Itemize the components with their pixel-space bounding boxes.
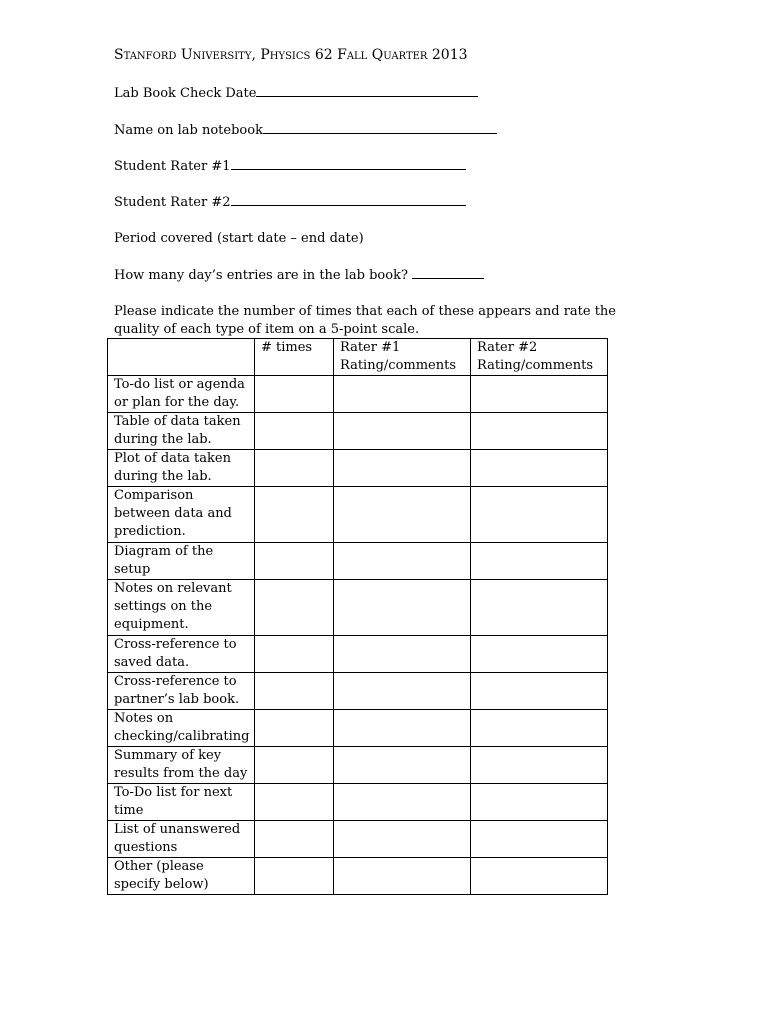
row-label: Plot of data taken during the lab. xyxy=(108,450,255,487)
rater2-cell[interactable] xyxy=(471,543,608,580)
times-cell[interactable] xyxy=(255,450,334,487)
rater1-cell[interactable] xyxy=(334,858,471,895)
rater2-cell[interactable] xyxy=(471,636,608,673)
times-cell[interactable] xyxy=(255,636,334,673)
rater1-cell[interactable] xyxy=(334,413,471,450)
table-header-row xyxy=(108,339,608,376)
check-date-blank[interactable] xyxy=(256,84,478,97)
table-row xyxy=(108,580,608,636)
row-label: Notes on checking/calibrating xyxy=(108,710,255,747)
document-title: Stanford University, Physics 62 Fall Quarter 2013 xyxy=(114,47,468,63)
rater2-cell[interactable] xyxy=(471,747,608,784)
table-row xyxy=(108,673,608,710)
table-row xyxy=(108,543,608,580)
row-label: Diagram of the setup xyxy=(108,543,255,580)
times-cell[interactable] xyxy=(255,747,334,784)
table-row xyxy=(108,636,608,673)
rater2-cell[interactable] xyxy=(471,673,608,710)
table-row xyxy=(108,821,608,858)
name-blank[interactable] xyxy=(263,121,497,134)
rater1-cell[interactable] xyxy=(334,487,471,543)
rater2-field xyxy=(114,193,466,212)
row-label: Table of data taken during the lab. xyxy=(108,413,255,450)
rater2-cell[interactable] xyxy=(471,858,608,895)
rater1-cell[interactable] xyxy=(334,450,471,487)
rater1-field xyxy=(114,157,466,176)
row-label: Comparison between data and prediction. xyxy=(108,487,255,543)
times-cell[interactable] xyxy=(255,784,334,821)
row-label: To-do list or agenda or plan for the day. xyxy=(108,376,255,413)
rater1-blank[interactable] xyxy=(231,157,466,170)
name-field xyxy=(114,121,497,140)
row-label: Cross-reference to partner’s lab book. xyxy=(108,673,255,710)
rater1-cell[interactable] xyxy=(334,543,471,580)
name-label: Name on lab notebook xyxy=(114,123,263,138)
period-field xyxy=(114,230,364,248)
rater1-cell[interactable] xyxy=(334,747,471,784)
entries-blank[interactable] xyxy=(412,266,484,279)
rater1-cell[interactable] xyxy=(334,376,471,413)
row-label: Notes on relevant settings on the equipment. xyxy=(108,580,255,636)
times-cell[interactable] xyxy=(255,376,334,413)
rater2-cell[interactable] xyxy=(471,450,608,487)
header-cell-rater2: Rater #2 Rating/comments xyxy=(471,339,608,376)
header-cell-item xyxy=(108,339,255,376)
rater2-cell[interactable] xyxy=(471,784,608,821)
period-label: Period covered (start date – end date) xyxy=(114,231,364,246)
rater1-label: Student Rater #1 xyxy=(114,159,231,174)
rater1-cell[interactable] xyxy=(334,821,471,858)
rater2-cell[interactable] xyxy=(471,710,608,747)
rater1-cell[interactable] xyxy=(334,784,471,821)
rater2-cell[interactable] xyxy=(471,413,608,450)
entries-field xyxy=(114,266,484,285)
rater2-blank[interactable] xyxy=(231,193,466,206)
times-cell[interactable] xyxy=(255,710,334,747)
times-cell[interactable] xyxy=(255,487,334,543)
table-row xyxy=(108,450,608,487)
table-row xyxy=(108,710,608,747)
times-cell[interactable] xyxy=(255,543,334,580)
times-cell[interactable] xyxy=(255,821,334,858)
table-row xyxy=(108,858,608,895)
rater2-label: Student Rater #2 xyxy=(114,195,231,210)
table-row xyxy=(108,487,608,543)
rater2-cell[interactable] xyxy=(471,487,608,543)
times-cell[interactable] xyxy=(255,413,334,450)
entries-label: How many day’s entries are in the lab book? xyxy=(114,268,408,283)
row-label: To-Do list for next time xyxy=(108,784,255,821)
rater1-cell[interactable] xyxy=(334,580,471,636)
rater2-cell[interactable] xyxy=(471,821,608,858)
times-cell[interactable] xyxy=(255,858,334,895)
table-row xyxy=(108,747,608,784)
header-cell-times: # times xyxy=(255,339,334,376)
check-date-label: Lab Book Check Date xyxy=(114,86,257,101)
rater1-cell[interactable] xyxy=(334,636,471,673)
instructions-paragraph: Please indicate the number of times that each of these appears and rate the quality of each type of item on a 5-point scale. xyxy=(114,304,616,337)
check-date-field xyxy=(114,84,478,103)
header-cell-rater1: Rater #1 Rating/comments xyxy=(334,339,471,376)
times-cell[interactable] xyxy=(255,580,334,636)
rater2-cell[interactable] xyxy=(471,376,608,413)
table-row xyxy=(108,376,608,413)
table-row xyxy=(108,784,608,821)
row-label: List of unanswered questions xyxy=(108,821,255,858)
rater1-cell[interactable] xyxy=(334,710,471,747)
row-label: Other (please specify below) xyxy=(108,858,255,895)
table-row xyxy=(108,413,608,450)
rater1-cell[interactable] xyxy=(334,673,471,710)
times-cell[interactable] xyxy=(255,673,334,710)
lab-book-checklist-table xyxy=(107,338,608,895)
rater2-cell[interactable] xyxy=(471,580,608,636)
row-label: Cross-reference to saved data. xyxy=(108,636,255,673)
row-label: Summary of key results from the day xyxy=(108,747,255,784)
